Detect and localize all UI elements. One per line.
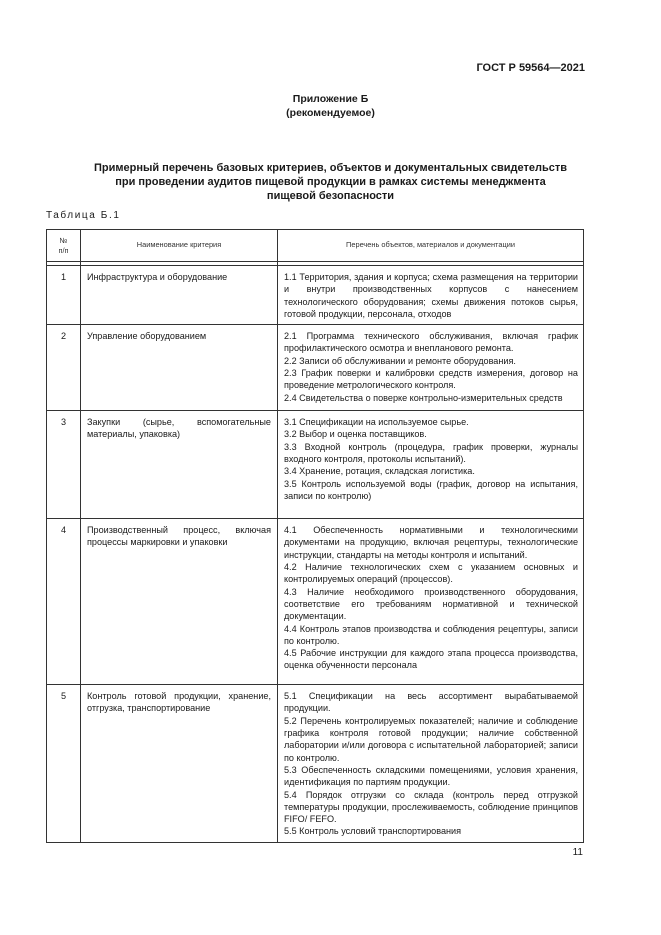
table-header-row bbox=[47, 230, 584, 262]
table-row bbox=[47, 685, 584, 843]
document-item: 2.2 Записи об обслуживании и ремонте оборудования. bbox=[284, 355, 516, 366]
document-item: 4.3 Наличие необходимого производственного оборудования, соответствие его требованиям нормативной и технической документации. bbox=[284, 586, 578, 622]
document-item: 5.5 Контроль условий транспортирования bbox=[284, 826, 462, 837]
document-item: 5.4 Порядок отгрузки со склада (контроль перед отгрузкой температуры продукции, прослеживаемость, соблюдение принципов FIFO/ FEFO. bbox=[284, 789, 578, 825]
header-documents: Перечень объектов, материалов и документации bbox=[278, 230, 584, 262]
document-item: 4.2 Наличие технологических схем с указанием основных и контролируемых операций (процессов). bbox=[284, 562, 578, 585]
page-number: 11 bbox=[572, 847, 583, 858]
table-row bbox=[47, 519, 584, 685]
header-num bbox=[47, 230, 81, 262]
document-item: 3.1 Спецификации на используемое сырье. bbox=[284, 417, 469, 428]
document-item: 1.1 Территория, здания и корпуса; схема размещения на территории и внутри производственных корпусов с нанесением технологического оборудования; схемы движения потоков сырья, готовой продукции, персонала, отходов bbox=[284, 272, 578, 319]
criteria-table bbox=[46, 229, 584, 843]
appendix-subtitle: (рекомендуемое) bbox=[286, 107, 375, 119]
row-number: 1 bbox=[47, 266, 81, 325]
header-num-abbr: п/п bbox=[58, 245, 69, 255]
document-item: 3.5 Контроль используемой воды (график, договор на испытания, записи по контролю) bbox=[284, 478, 578, 501]
criterion-name: Производственный процесс, включая процессы маркировки и упаковки bbox=[81, 519, 278, 685]
header-num-symbol: № bbox=[59, 235, 68, 245]
document-item: 3.3 Входной контроль (процедура, график проверки, журналы входного контроля, протоколы испытаний). bbox=[284, 441, 578, 465]
row-number: 2 bbox=[47, 325, 81, 411]
row-number: 5 bbox=[47, 685, 81, 843]
documents-list bbox=[278, 519, 584, 685]
table-caption: Таблица Б.1 bbox=[46, 210, 121, 221]
document-title bbox=[60, 161, 601, 203]
document-item: 4.5 Рабочие инструкции для каждого этапа процесса производства, оценка обученности персонала bbox=[284, 648, 578, 671]
criterion-name: Инфраструктура и оборудование bbox=[81, 266, 278, 325]
header-criterion: Наименование критерия bbox=[81, 230, 278, 262]
row-number: 3 bbox=[47, 411, 81, 519]
document-title-line: пищевой безопасности bbox=[266, 190, 395, 202]
row-number: 4 bbox=[47, 519, 81, 685]
document-item: 2.4 Свидетельства о поверке контрольно-измерительных средств bbox=[284, 392, 563, 403]
document-item: 4.1 Обеспеченность нормативными и технологическими документами на продукцию, включая рецептуры, технологические инструкции, стандарты на методы контроля и испытаний. bbox=[284, 525, 578, 560]
document-item: 3.4 Хранение, ротация, складская логистика. bbox=[284, 466, 475, 477]
appendix-heading bbox=[0, 92, 661, 120]
document-item: 2.1 Программа технического обслуживания, включая график профилактического осмотра и внепланового ремонта. bbox=[284, 331, 578, 354]
documents-list bbox=[278, 411, 584, 519]
document-title-line: при проведении аудитов пищевой продукции в рамках системы менеджмента bbox=[115, 176, 546, 188]
document-title-line: Примерный перечень базовых критериев, объектов и документальных свидетельств bbox=[93, 162, 568, 174]
criterion-name: Закупки (сырье, вспомогательные материалы, упаковка) bbox=[81, 411, 278, 519]
documents-list bbox=[278, 325, 584, 411]
document-item: 2.3 График поверки и калибровки средств измерения, договор на проведение метрологического контроля. bbox=[284, 368, 578, 391]
document-item: 3.2 Выбор и оценка поставщиков. bbox=[284, 429, 427, 440]
criterion-name: Управление оборудованием bbox=[81, 325, 278, 411]
standard-code: ГОСТ Р 59564—2021 bbox=[476, 62, 585, 74]
criterion-name: Контроль готовой продукции, хранение, отгрузка, транспортирование bbox=[81, 685, 278, 843]
document-item: 5.1 Спецификации на весь ассортимент вырабатываемой продукции. bbox=[284, 691, 578, 714]
documents-list bbox=[278, 266, 584, 325]
table-row bbox=[47, 411, 584, 519]
document-item: 5.3 Обеспеченность складскими помещениями, условия хранения, идентификация по партиям продукции. bbox=[284, 764, 578, 788]
table-row bbox=[47, 325, 584, 411]
appendix-title: Приложение Б bbox=[292, 93, 369, 105]
table-body bbox=[47, 266, 584, 843]
document-item: 4.4 Контроль этапов производства и соблюдения рецептуры, записи по контролю. bbox=[284, 623, 578, 646]
table-row bbox=[47, 266, 584, 325]
document-item: 5.2 Перечень контролируемых показателей; наличие и соблюдение графика контроля готовой продукции; наличие собственной лаборатории и/или договора с испытательной лабораторией; записи по контролю. bbox=[284, 715, 578, 763]
documents-list bbox=[278, 685, 584, 843]
